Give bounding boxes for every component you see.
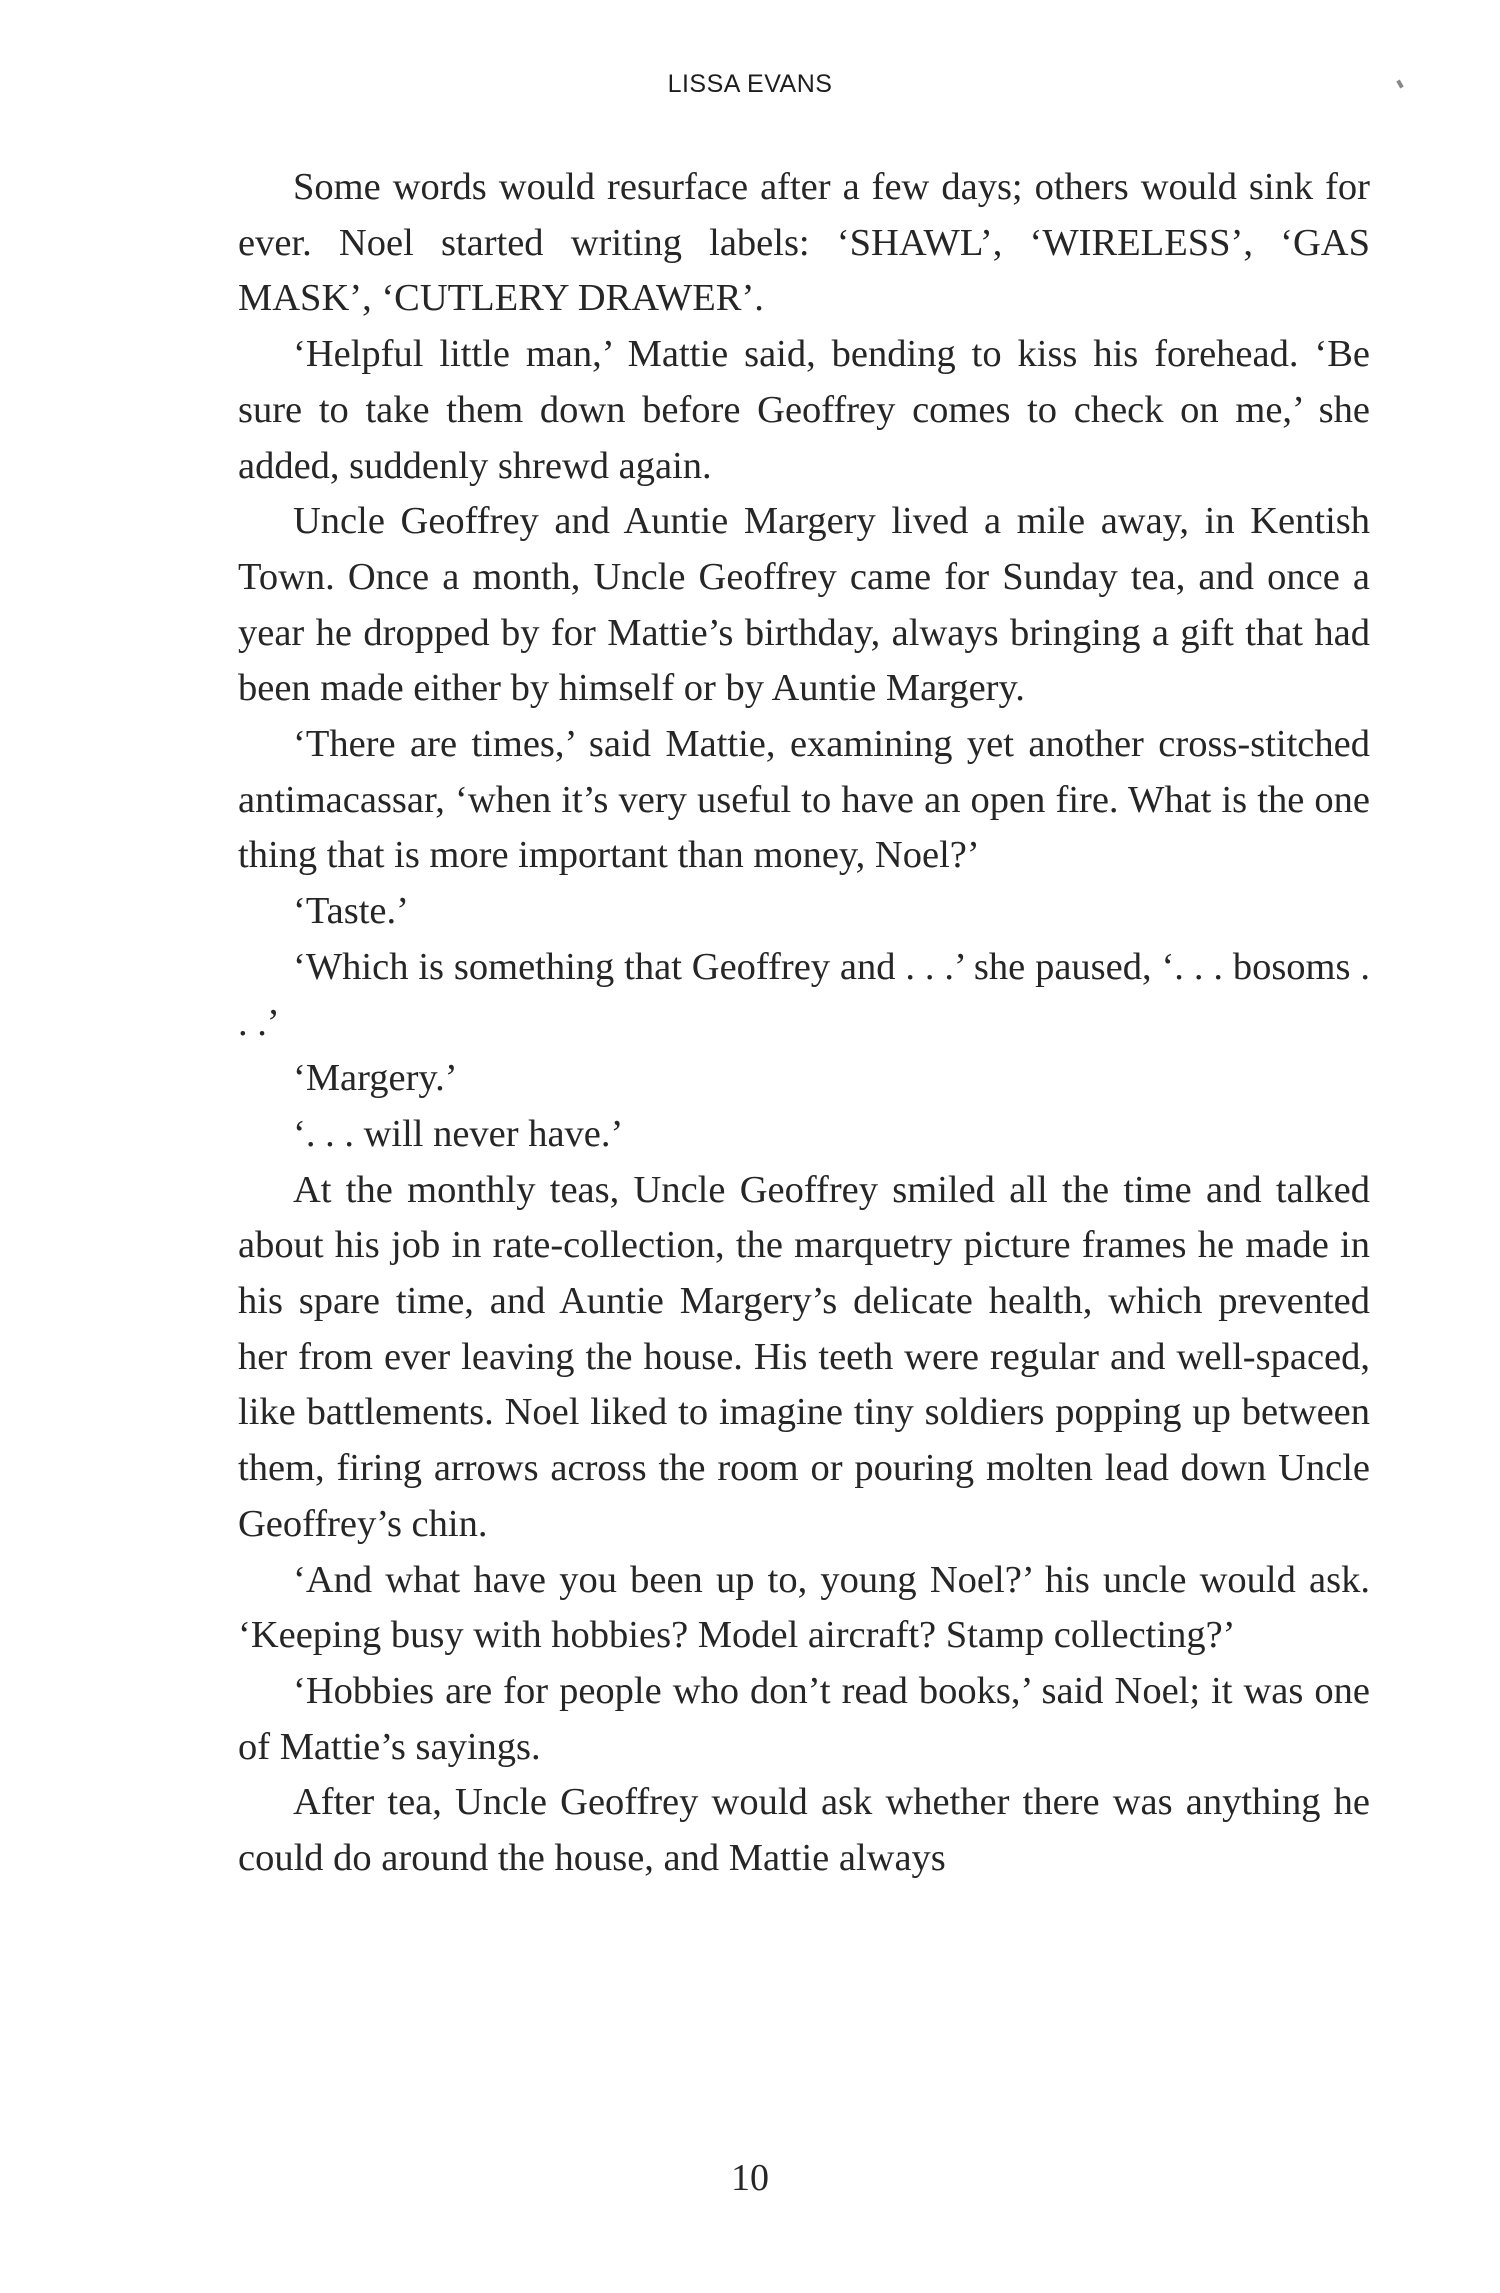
- paragraph: Uncle Geoffrey and Auntie Margery lived a mile away, in Kentish Town. Once a month, Uncle Geoffrey came for Sunday tea, and once a year he dropped by for Mattie’s birthday, always bringing a gift that had been made either by himself or by Auntie Margery.: [238, 500, 1370, 710]
- paragraph: After tea, Uncle Geoffrey would ask whether there was anything he could do around the house, and Mattie always: [238, 1781, 1370, 1880]
- paragraph: ‘Which is something that Geoffrey and . . .’ she paused, ‘. . . bosoms . . .’: [238, 945, 1370, 1044]
- paragraph: ‘There are times,’ said Mattie, examining yet another cross-stitched antimacassar, ‘when it’s very useful to have an open fire. What is the one thing that is more important than money, Noel?’: [238, 723, 1370, 877]
- paragraph: ‘. . . will never have.’: [293, 1112, 624, 1155]
- paragraph: ‘Margery.’: [293, 1057, 458, 1100]
- page-number: 10: [731, 2157, 769, 2199]
- paragraph: At the monthly teas, Uncle Geoffrey smiled all the time and talked about his job in rate-collection, the marquetry picture frames he made in his spare time, and Auntie Margery’s delicate health, which prevented her from ever leaving the house. His teeth were regular and well-spaced, like battlements. Noel liked to imagine tiny soldiers popping up between them, firing arrows across the room or pouring molten lead down Uncle Geoffrey’s chin.: [238, 1168, 1370, 1545]
- body-text: [238, 160, 1370, 1887]
- paragraph: ‘And what have you been up to, young Noel?’ his uncle would ask. ‘Keeping busy with hobbies? Model aircraft? Stamp collecting?’: [238, 1558, 1370, 1657]
- paragraph: ‘Helpful little man,’ Mattie said, bending to kiss his forehead. ‘Be sure to take them down before Geoffrey comes to check on me,’ she added, suddenly shrewd again.: [238, 333, 1370, 487]
- paragraph: ‘Hobbies are for people who don’t read books,’ said Noel; it was one of Mattie’s sayings.: [238, 1669, 1370, 1768]
- paragraph: ‘Taste.’: [293, 890, 409, 933]
- running-head: LISSA EVANS: [667, 70, 833, 98]
- paragraph: Some words would resurface after a few days; others would sink for ever. Noel started writing labels: ‘SHAWL’, ‘WIRELESS’, ‘GAS MASK’, ‘CUTLERY DRAWER’.: [238, 166, 1370, 320]
